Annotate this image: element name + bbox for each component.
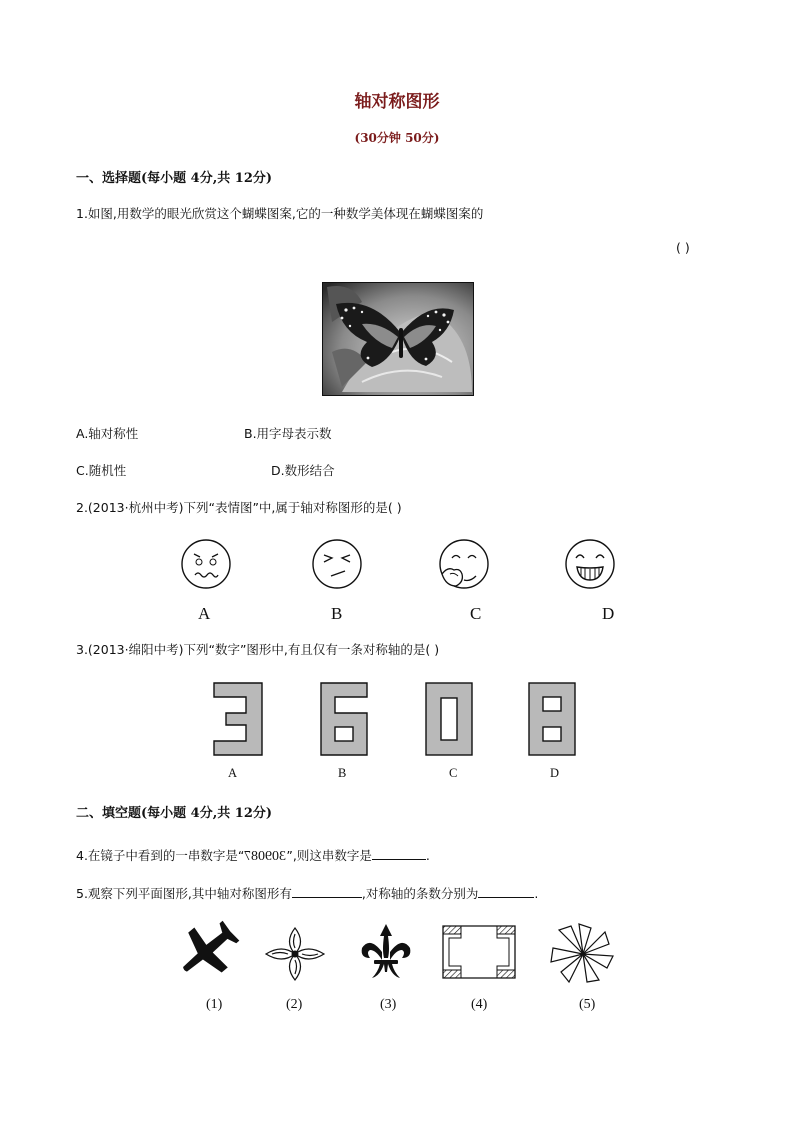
- q1-answer-paren: ( ): [676, 240, 690, 255]
- digit-8-shape: [527, 681, 577, 757]
- q3-label-b: B: [338, 766, 347, 780]
- airplane-icon: [176, 918, 240, 982]
- section2-heading: 二、填空题(每小题 4分,共 12分): [76, 806, 273, 821]
- digit-6-shape: [319, 681, 369, 757]
- leaf-cross-icon: [262, 924, 328, 984]
- q4-line: [76, 846, 430, 865]
- q1-option-d: D.数形结合: [271, 463, 335, 478]
- q1-option-a: A.轴对称性: [76, 426, 139, 441]
- page-title: 轴对称图形: [354, 92, 440, 112]
- q4-mirrored-number: 309087: [244, 849, 287, 864]
- q3-label-c: C: [449, 766, 458, 780]
- q4-text-before: 4.在镜子中看到的一串数字是“: [76, 848, 245, 863]
- pinwheel-icon: [548, 922, 618, 986]
- q2-label-b: B: [331, 604, 343, 623]
- q1-option-c: C.随机性: [76, 463, 127, 478]
- worried-face-icon: [180, 538, 232, 590]
- cover-mouth-face-icon: [436, 538, 492, 592]
- q4-answer-blank[interactable]: [372, 847, 426, 860]
- q5-label-3: (3): [380, 997, 397, 1012]
- q5-label-2: (2): [286, 997, 303, 1012]
- q5-label-5: (5): [579, 997, 596, 1012]
- digit-3-shape: [212, 681, 264, 757]
- q3-text: 3.(2013·绵阳中考)下列“数字”图形中,有且仅有一条对称轴的是( ): [76, 642, 440, 657]
- butterfly-photo: [322, 282, 474, 396]
- q5-answer-blank-1[interactable]: [292, 885, 362, 898]
- q1-text: 1.如图,用数学的眼光欣赏这个蝴蝶图案,它的一种数学美体现在蝴蝶图案的: [76, 206, 484, 221]
- q5-text-middle: ,对称轴的条数分别为: [361, 886, 479, 901]
- squint-face-icon: [311, 538, 363, 590]
- q2-label-c: C: [470, 604, 482, 623]
- q2-text: 2.(2013·杭州中考)下列“表情图”中,属于轴对称图形的是( ): [76, 500, 402, 515]
- grin-face-icon: [563, 538, 617, 590]
- q5-label-1: (1): [206, 997, 223, 1012]
- q1-option-b: B.用字母表示数: [244, 426, 332, 441]
- q5-text-end: .: [534, 886, 539, 901]
- q2-label-a: A: [198, 604, 211, 623]
- q4-text-end: .: [425, 848, 430, 863]
- q5-answer-blank-2[interactable]: [478, 885, 534, 898]
- digit-0-shape: [424, 681, 474, 757]
- q2-label-d: D: [602, 604, 615, 623]
- fleur-de-lis-icon: [360, 922, 412, 982]
- page-subtitle: (30分钟 50分): [354, 131, 440, 145]
- q4-text-after: ”,则这串数字是: [286, 848, 372, 863]
- q5-line: [76, 884, 538, 902]
- q5-text-before: 5.观察下列平面图形,其中轴对称图形有: [76, 886, 292, 901]
- notched-rectangle-icon: [441, 924, 517, 980]
- q3-label-a: A: [228, 766, 238, 780]
- q5-label-4: (4): [471, 997, 488, 1012]
- section1-heading: 一、选择题(每小题 4分,共 12分): [76, 171, 273, 186]
- q3-label-d: D: [550, 766, 560, 780]
